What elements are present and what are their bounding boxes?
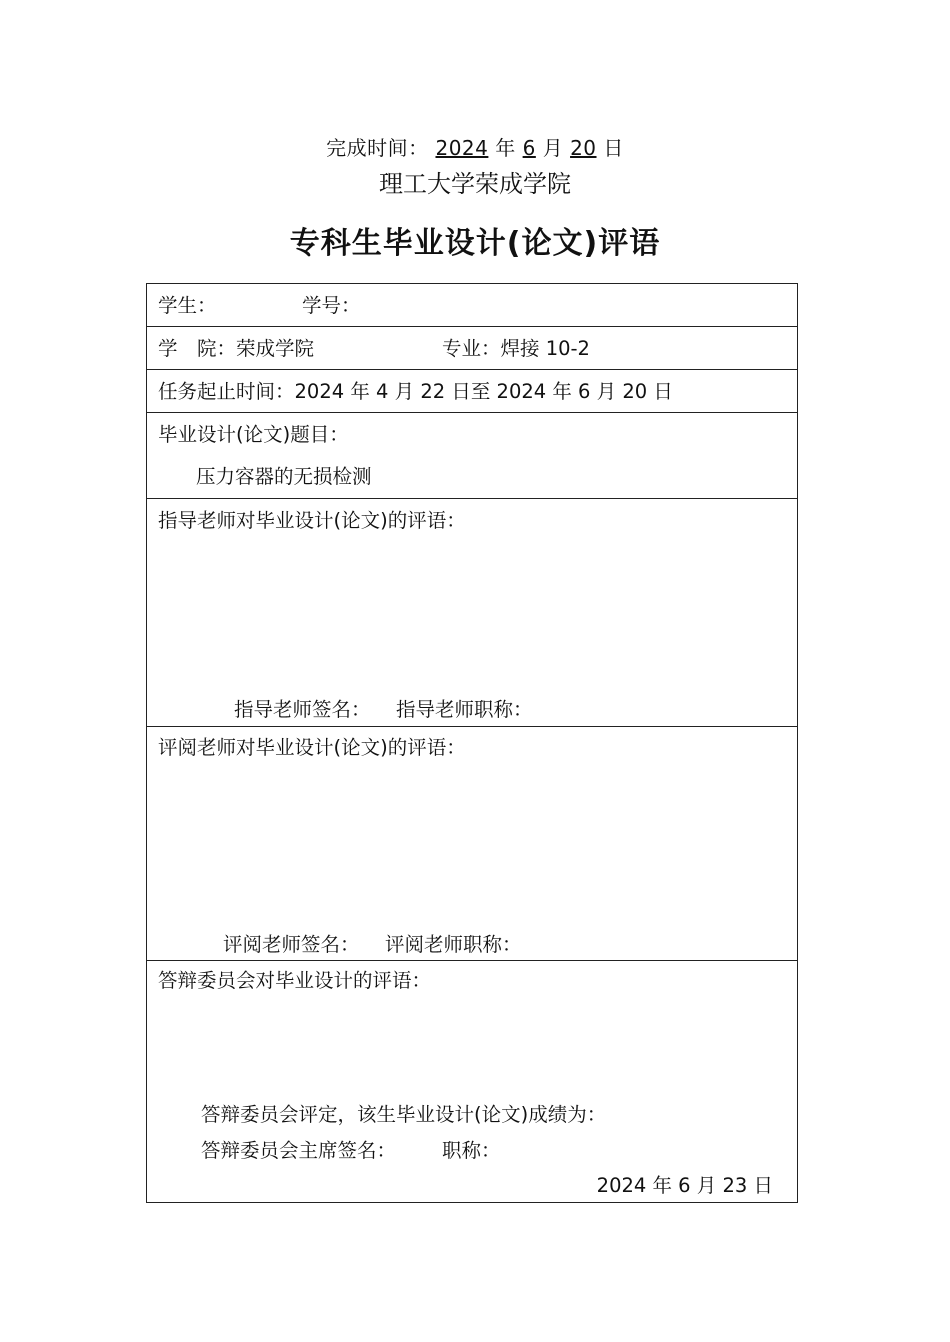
institution-name: 理工大学荣成学院: [379, 170, 571, 198]
advisor-comment-label: 指导老师对毕业设计(论文)的评语：: [158, 509, 466, 532]
student-label: 学生：: [158, 294, 217, 317]
task-period: 任务起止时间：2024 年 4 月 22 日至 2024 年 6 月 20 日: [158, 380, 673, 403]
completion-year-unit: 年: [495, 136, 516, 160]
major-label: 专业：焊接 10-2: [442, 337, 590, 360]
completion-month-unit: 月: [542, 136, 564, 160]
reviewer-title-label: 评阅老师职称：: [385, 933, 522, 956]
completion-label: 完成时间：: [326, 136, 429, 160]
completion-year: 2024: [435, 136, 489, 160]
completion-month: 6: [522, 136, 536, 160]
committee-date: 2024 年 6 月 23 日: [596, 1174, 773, 1197]
advisor-title-label: 指导老师职称：: [396, 698, 533, 721]
advisor-signature-label: 指导老师签名：: [234, 698, 371, 721]
topic-label: 毕业设计(论文)题目：: [158, 423, 349, 446]
completion-day: 20: [570, 136, 597, 160]
committee-chair-label: 答辩委员会主席签名：: [201, 1139, 397, 1162]
reviewer-comment-label: 评阅老师对毕业设计(论文)的评语：: [158, 736, 466, 759]
evaluation-form: [146, 283, 798, 1203]
reviewer-signature-label: 评阅老师签名：: [223, 933, 360, 956]
committee-comment-label: 答辩委员会对毕业设计的评语：: [158, 969, 432, 992]
college-label: 学 院：荣成学院: [158, 337, 315, 360]
reviewer-comment-row: [147, 727, 797, 961]
student-row: [147, 284, 797, 327]
topic-value: 压力容器的无损检测: [196, 465, 372, 488]
committee-grade-label: 答辩委员会评定，该生毕业设计(论文)成绩为：: [201, 1103, 607, 1126]
committee-comment-row: [147, 961, 797, 1202]
page-title: 专科生毕业设计(论文)评语: [289, 226, 661, 261]
advisor-comment-row: [147, 499, 797, 727]
topic-row: [147, 413, 797, 499]
completion-day-unit: 日: [603, 136, 624, 160]
completion-date: [0, 132, 950, 161]
student-id-label: 学号：: [302, 294, 361, 317]
committee-title-label: 职称：: [442, 1139, 501, 1162]
task-period-row: [147, 370, 797, 413]
college-row: [147, 327, 797, 370]
